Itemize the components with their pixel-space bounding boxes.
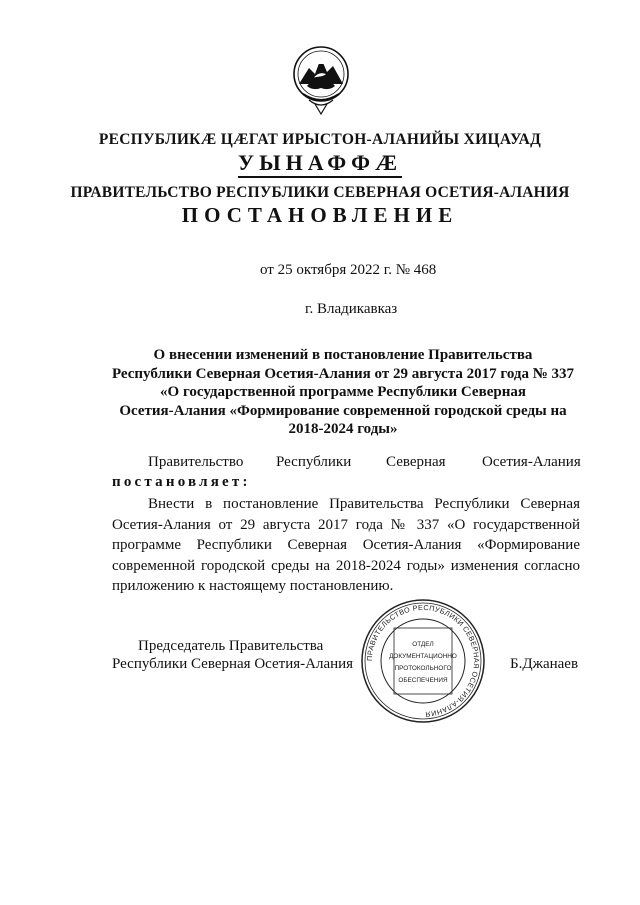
header-government-russian: ПРАВИТЕЛЬСТВО РЕСПУБЛИКИ СЕВЕРНАЯ ОСЕТИЯ-АЛАНИЯ <box>70 184 570 201</box>
stamp-inner-line: ПРОТОКОЛЬНОГО <box>394 665 452 672</box>
paragraph-line: приложению к настоящему постановлению. <box>112 578 394 594</box>
header-decree-ossetian-text: УЫНАФФÆ <box>238 150 402 178</box>
coat-of-arms-icon <box>289 44 353 116</box>
body-resolves: постановляет: <box>112 474 251 490</box>
header-decree-russian: ПОСТАНОВЛЕНИЕ <box>181 203 459 227</box>
stamp-outer-text: ПРАВИТЕЛЬСТВО РЕСПУБЛИКИ СЕВЕРНАЯ ОСЕТИЯ-АЛАНИЯ <box>364 602 482 720</box>
stamp-inner-line: ОБЕСПЕЧЕНИЯ <box>398 677 448 684</box>
signature-name: Б.Джанаев <box>510 656 579 672</box>
stamp-inner-line: ДОКУМЕНТАЦИОННО <box>389 653 457 660</box>
paragraph-line: Внести в постановление Правительства Республики Северная <box>148 496 580 512</box>
decree-title <box>106 346 580 439</box>
official-stamp-icon <box>360 598 486 724</box>
stamp-inner-line: ОТДЕЛ <box>412 641 434 648</box>
header-decree-ossetian <box>0 150 640 176</box>
decree-city: г. Владикавказ <box>305 301 398 317</box>
decree-title-line: О внесении изменений в постановление Правительства <box>153 347 533 363</box>
decree-title-line: Республики Северная Осетия-Алания от 29 августа 2017 года № 337 <box>111 365 575 382</box>
body-word: Осетия-Алания <box>482 454 581 470</box>
decree-title-line: Осетия-Алания «Формирование современной городской среды на <box>119 402 567 419</box>
body-word: Правительство <box>148 454 244 470</box>
decree-title-line: «О государственной программе Республики Северная <box>160 384 526 400</box>
paragraph-line: современной городской среды на 2018-2024 годы» изменения согласно <box>112 557 580 574</box>
svg-text:ПРАВИТЕЛЬСТВО РЕСПУБЛИКИ СЕВЕР <box>365 603 481 719</box>
signature-position-line2: Республики Северная Осетия-Алания <box>112 656 354 672</box>
paragraph-line: программе Республики Северная Осетия-Алания «Формирование <box>112 537 580 553</box>
header-republic-ossetian: РЕСПУБЛИКÆ ЦÆГАТ ИРЫСТОН-АЛАНИЙЫ ХИЦАУАД <box>98 131 542 148</box>
decree-title-line: 2018-2024 годы» <box>288 421 398 437</box>
body-word: Республики <box>276 454 352 470</box>
signature-position-line1: Председатель Правительства <box>138 638 324 654</box>
paragraph-line: Осетия-Алания от 29 августа 2017 года № 337 «О государственной <box>112 516 580 533</box>
body-paragraph <box>112 494 580 597</box>
body-word: Северная <box>386 454 446 470</box>
decree-date-number: от 25 октября 2022 г. № 468 <box>260 262 437 278</box>
